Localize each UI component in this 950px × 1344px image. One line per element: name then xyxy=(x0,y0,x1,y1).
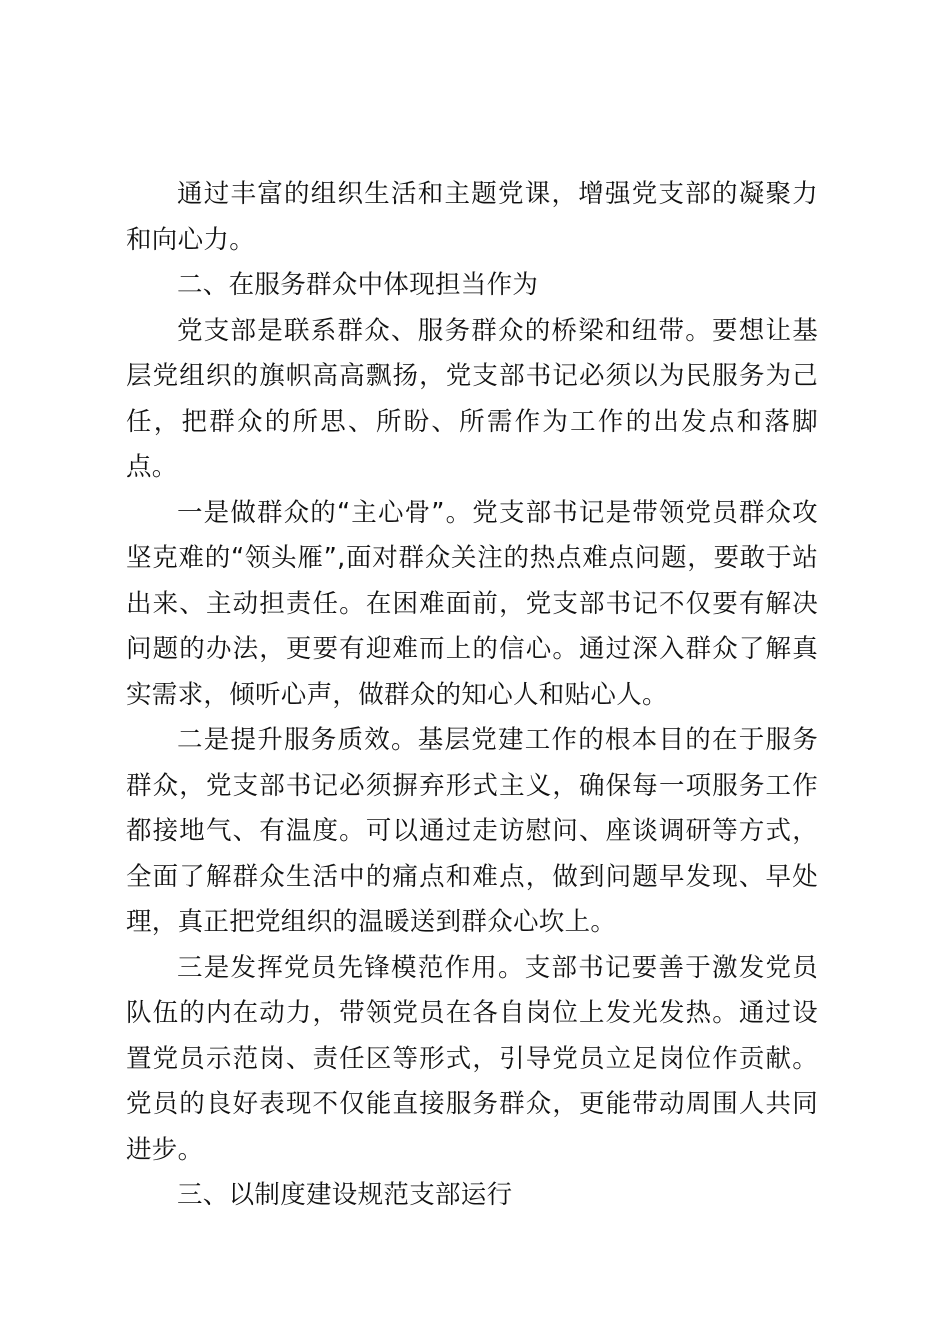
paragraph-backbone: 一是做群众的“主心骨”。党支部书记是带领党员群众攻坚克难的“领头雁”,面对群众关注的热点难点问题，要敢于站出来、主动担责任。在困难面前，党支部书记不仅要有解决问题的办法，更要有迎难而上的信心。通过深入群众了解真实需求，倾听心声，做群众的知心人和贴心人。 xyxy=(126,497,818,710)
paragraph-cohesion: 通过丰富的组织生活和主题党课，增强党支部的凝聚力和向心力。 xyxy=(126,179,818,255)
paragraph-pioneer-role: 三是发挥党员先锋模范作用。支部书记要善于激发党员队伍的内在动力，带领党员在各自岗位上发光发热。通过设置党员示范岗、责任区等形式，引导党员立足岗位作贡献。党员的良好表现不仅能直接服务群众，更能带动周围人共同进步。 xyxy=(126,952,818,1165)
section-heading-institution-building: 三、以制度建设规范支部运行 xyxy=(177,1180,513,1210)
paragraph-bridge: 党支部是联系群众、服务群众的桥梁和纽带。要想让基层党组织的旗帜高高飘扬，党支部书记必须以为民服务为己任，把群众的所思、所盼、所需作为工作的出发点和落脚点。 xyxy=(126,315,818,482)
section-heading-serve-masses: 二、在服务群众中体现担当作为 xyxy=(177,270,539,300)
paragraph-service-quality: 二是提升服务质效。基层党建工作的根本目的在于服务群众，党支部书记必须摒弃形式主义，确保每一项服务工作都接地气、有温度。可以通过走访慰问、座谈调研等方式，全面了解群众生活中的痛点和难点，做到问题早发现、早处理，真正把党组织的温暖送到群众心坎上。 xyxy=(126,725,818,937)
document-body xyxy=(126,172,818,1219)
